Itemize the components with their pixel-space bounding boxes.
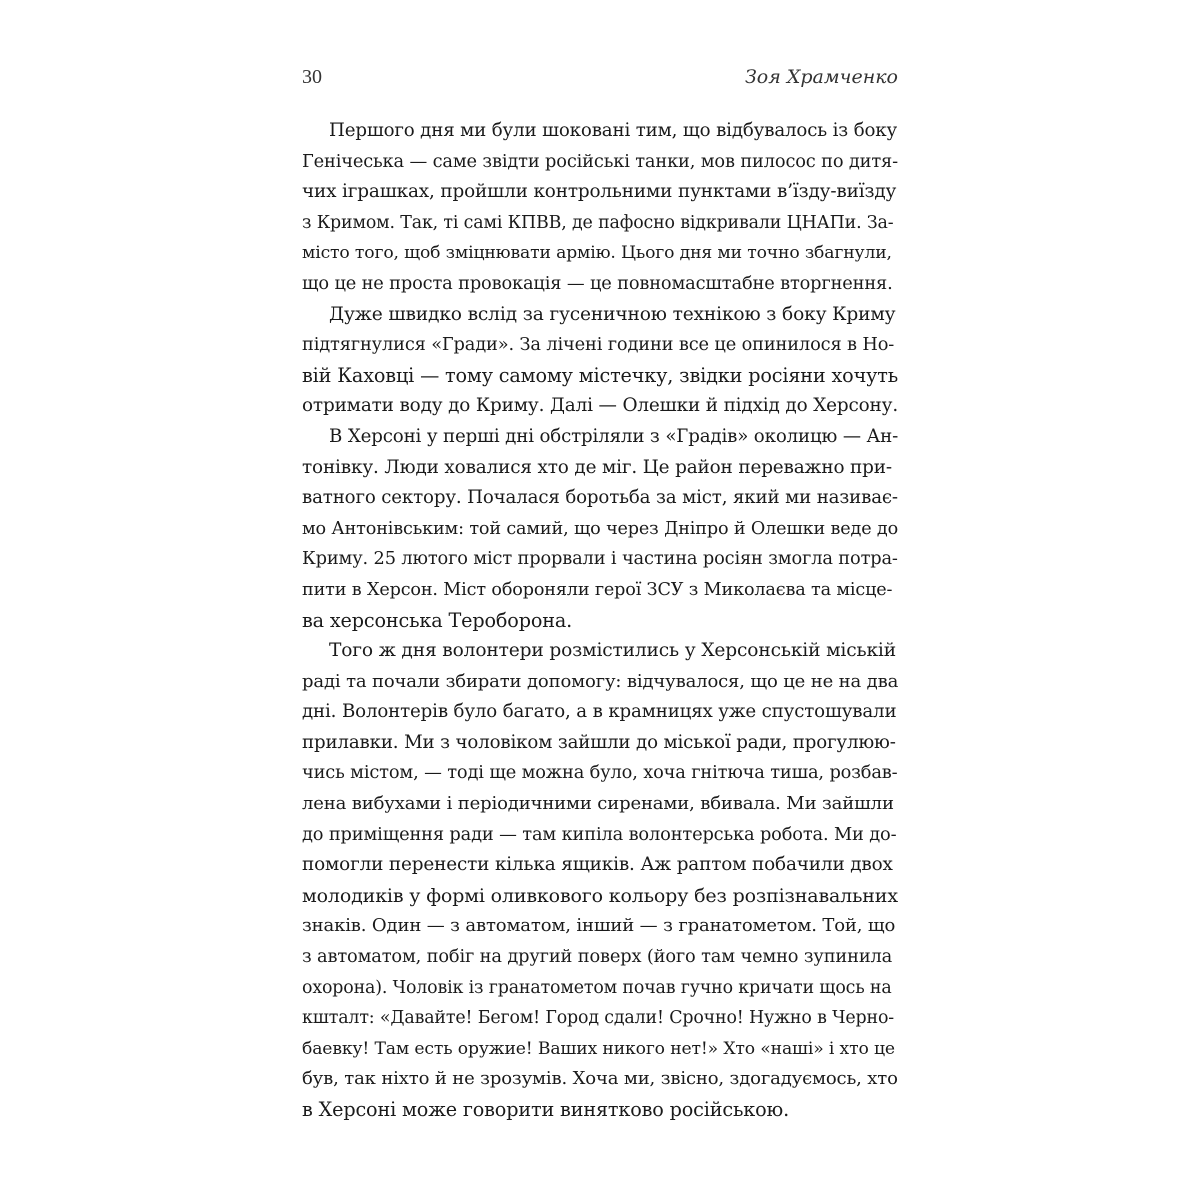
text-line: знаків. Один — з автоматом, інший — з гранатометом. Той, що: [302, 915, 896, 937]
text-line: мо Антонівським: той самий, що через Дніпро й Олешки веде до: [302, 518, 899, 539]
text-line: баевку! Там есть оружие! Ваших никого нет!» Хто «наші» і хто це: [302, 1038, 895, 1059]
text-line: молодиків у формі оливкового кольору без розпізнавальних: [302, 884, 898, 907]
text-line: В Херсоні у перші дні обстріляли з «Градів» околицю — Ан-: [329, 425, 899, 447]
body-text: [302, 116, 898, 1126]
text-line: Криму. 25 лютого міст прорвали і частина росіян змогла потра-: [302, 548, 898, 570]
text-line: до приміщення ради — там кипіла волонтерська робота. Ми до-: [302, 823, 897, 845]
text-line: помогли перенести кілька ящиків. Аж раптом побачили двох: [302, 854, 893, 876]
text-line: прилавки. Ми з чоловіком зайшли до міської ради, прогулюю-: [302, 731, 896, 753]
text-line: Дуже швидко вслід за гусеничною технікою з боку Криму: [329, 303, 896, 325]
text-line: тонівку. Люди ховалися хто де міг. Це район переважно при-: [302, 456, 892, 478]
text-line: був, так ніхто й не зрозумів. Хоча ми, звісно, здогадуємось, хто: [302, 1068, 898, 1090]
text-line: ватного сектору. Почалася боротьба за міст, який ми називає-: [302, 487, 898, 509]
text-line: чих іграшках, пройшли контрольними пунктами в’їзду-виїзду: [302, 181, 897, 203]
text-line: що це не проста провокація — це повномасштабне вторгнення.: [302, 272, 893, 294]
text-line: кшталт: «Давайте! Бегом! Город сдали! Срочно! Нужно в Черно-: [302, 1008, 894, 1029]
text-line: Першого дня ми були шоковані тим, що відбувалось із боку: [329, 120, 898, 141]
running-head: [302, 66, 898, 89]
text-line: пити в Херсон. Міст обороняли герої ЗСУ з Миколаєва та місце-: [302, 579, 893, 600]
text-line: лена вибухами і періодичними сиренами, вбивала. Ми зайшли: [302, 793, 894, 815]
text-line: ва херсонська Тероборона.: [302, 608, 573, 632]
text-line: чись містом, — тоді ще можна було, хоча гнітюча тиша, розбав-: [302, 762, 898, 784]
text-line: дні. Волонтерів було багато, а в крамницях уже спустошували: [302, 701, 897, 723]
text-line: в Херсоні може говорити винятково російською.: [302, 1098, 790, 1121]
text-line: раді та почали збирати допомогу: відчувалося, що це не на два: [302, 670, 899, 692]
text-line: з Кримом. Так, ті самі КПВВ, де пафосно відкривали ЦНАПи. За-: [302, 212, 894, 233]
page-number: 30: [302, 66, 322, 88]
text-line: підтягнулися «Гради». За лічені години все це опинилося в Но-: [302, 334, 895, 356]
text-line: з автоматом, побіг на другий поверх (його там чемно зупинила: [302, 946, 893, 968]
running-head-author: Зоя Храмченко: [744, 66, 898, 88]
text-line: отримати воду до Криму. Далі — Олешки й підхід до Херсону.: [302, 395, 899, 417]
text-line: вій Каховці — тому самому містечку, звідки росіяни хочуть: [302, 363, 899, 387]
text-line: охорона). Чоловік із гранатометом почав гучно кричати щось на: [302, 977, 892, 998]
text-line: Того ж дня волонтери розмістились у Херсонській міській: [329, 640, 896, 662]
text-line: місто того, щоб зміцнювати армію. Цього дня ми точно збагнули,: [302, 243, 892, 264]
text-line: Генічеська — саме звідти російські танки, мов пилосос по дитя-: [302, 150, 898, 172]
